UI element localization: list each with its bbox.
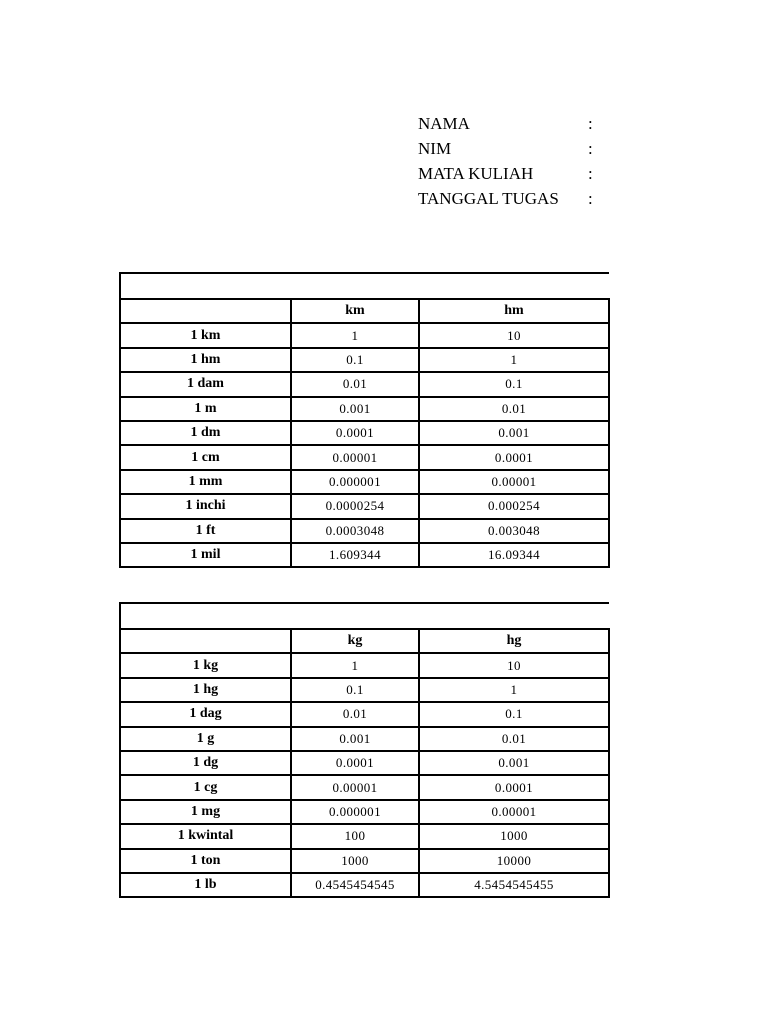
row-label: 1 mg	[120, 800, 291, 824]
header-row-mata-kuliah	[418, 161, 608, 186]
header-row-nama	[418, 111, 608, 136]
value-cell: 0.000001	[291, 800, 419, 824]
value-cell: 1	[291, 653, 419, 677]
table-title-row	[120, 273, 609, 299]
row-label: 1 hg	[120, 678, 291, 702]
value-cell: 0.1	[291, 678, 419, 702]
row-label: 1 mil	[120, 543, 291, 567]
value-cell: 10000	[419, 849, 609, 873]
value-cell: 0.0003048	[291, 519, 419, 543]
value-cell: 10	[419, 323, 609, 347]
table-row	[120, 348, 609, 372]
table-row	[120, 397, 609, 421]
table-row	[120, 653, 609, 677]
table-row	[120, 519, 609, 543]
column-header-row	[120, 299, 609, 323]
value-cell: 1000	[291, 849, 419, 873]
column-header-hm: hm	[419, 299, 609, 323]
value-cell: 0.001	[419, 751, 609, 775]
column-header-hg: hg	[419, 629, 609, 653]
value-cell: 1.609344	[291, 543, 419, 567]
value-cell: 0.1	[419, 702, 609, 726]
student-info-header	[418, 111, 608, 211]
header-colon: :	[588, 113, 593, 133]
row-label: 1 ft	[120, 519, 291, 543]
mass-conversion-table	[119, 602, 610, 898]
value-cell: 1	[419, 348, 609, 372]
table-row	[120, 421, 609, 445]
header-colon: :	[588, 163, 593, 183]
value-cell: 100	[291, 824, 419, 848]
value-cell: 0.001	[291, 727, 419, 751]
value-cell: 0.0000254	[291, 494, 419, 518]
value-cell: 0.01	[291, 702, 419, 726]
row-label: 1 g	[120, 727, 291, 751]
table-title	[120, 273, 609, 299]
row-label: 1 hm	[120, 348, 291, 372]
row-label: 1 km	[120, 323, 291, 347]
value-cell: 0.01	[291, 372, 419, 396]
row-label: 1 mm	[120, 470, 291, 494]
value-cell: 10	[419, 653, 609, 677]
table-row	[120, 751, 609, 775]
value-cell: 0.001	[291, 397, 419, 421]
row-label: 1 kwintal	[120, 824, 291, 848]
value-cell: 0.0001	[291, 421, 419, 445]
header-row-nim	[418, 136, 608, 161]
header-label: MATA KULIAH	[418, 163, 534, 183]
row-label: 1 dg	[120, 751, 291, 775]
value-cell: 0.00001	[291, 775, 419, 799]
row-label: 1 cg	[120, 775, 291, 799]
header-colon: :	[588, 138, 593, 158]
value-cell: 0.000254	[419, 494, 609, 518]
row-label: 1 m	[120, 397, 291, 421]
value-cell: 1000	[419, 824, 609, 848]
table-row	[120, 678, 609, 702]
value-cell: 0.1	[419, 372, 609, 396]
table-row	[120, 543, 609, 567]
table-title-row	[120, 603, 609, 629]
value-cell: 0.0001	[419, 775, 609, 799]
value-cell: 0.01	[419, 397, 609, 421]
row-label: 1 ton	[120, 849, 291, 873]
corner-cell	[120, 299, 291, 323]
value-cell: 16.09344	[419, 543, 609, 567]
table-row	[120, 849, 609, 873]
value-cell: 1	[419, 678, 609, 702]
length-conversion-table	[119, 272, 610, 568]
value-cell: 0.4545454545	[291, 873, 419, 897]
row-label: 1 dam	[120, 372, 291, 396]
header-label: NIM	[418, 138, 452, 158]
column-header-kg: kg	[291, 629, 419, 653]
row-label: 1 lb	[120, 873, 291, 897]
value-cell: 0.000001	[291, 470, 419, 494]
value-cell: 0.1	[291, 348, 419, 372]
table-row	[120, 775, 609, 799]
table-row	[120, 800, 609, 824]
value-cell: 0.01	[419, 727, 609, 751]
table-title	[120, 603, 609, 629]
value-cell: 0.0001	[291, 751, 419, 775]
value-cell: 0.003048	[419, 519, 609, 543]
header-label: TANGGAL TUGAS	[418, 188, 559, 208]
table-row	[120, 323, 609, 347]
row-label: 1 dag	[120, 702, 291, 726]
table-row	[120, 494, 609, 518]
column-header-km: km	[291, 299, 419, 323]
column-header-row	[120, 629, 609, 653]
value-cell: 0.001	[419, 421, 609, 445]
value-cell: 0.00001	[291, 445, 419, 469]
row-label: 1 inchi	[120, 494, 291, 518]
header-label: NAMA	[418, 113, 470, 133]
value-cell: 0.00001	[419, 470, 609, 494]
table-row	[120, 873, 609, 897]
table-row	[120, 372, 609, 396]
table-row	[120, 702, 609, 726]
header-row-tanggal-tugas	[418, 186, 608, 211]
table-row	[120, 824, 609, 848]
value-cell: 0.00001	[419, 800, 609, 824]
row-label: 1 dm	[120, 421, 291, 445]
value-cell: 1	[291, 323, 419, 347]
table-row	[120, 445, 609, 469]
table-row	[120, 470, 609, 494]
header-colon: :	[588, 188, 593, 208]
value-cell: 4.5454545455	[419, 873, 609, 897]
row-label: 1 cm	[120, 445, 291, 469]
value-cell: 0.0001	[419, 445, 609, 469]
row-label: 1 kg	[120, 653, 291, 677]
table-row	[120, 727, 609, 751]
corner-cell	[120, 629, 291, 653]
